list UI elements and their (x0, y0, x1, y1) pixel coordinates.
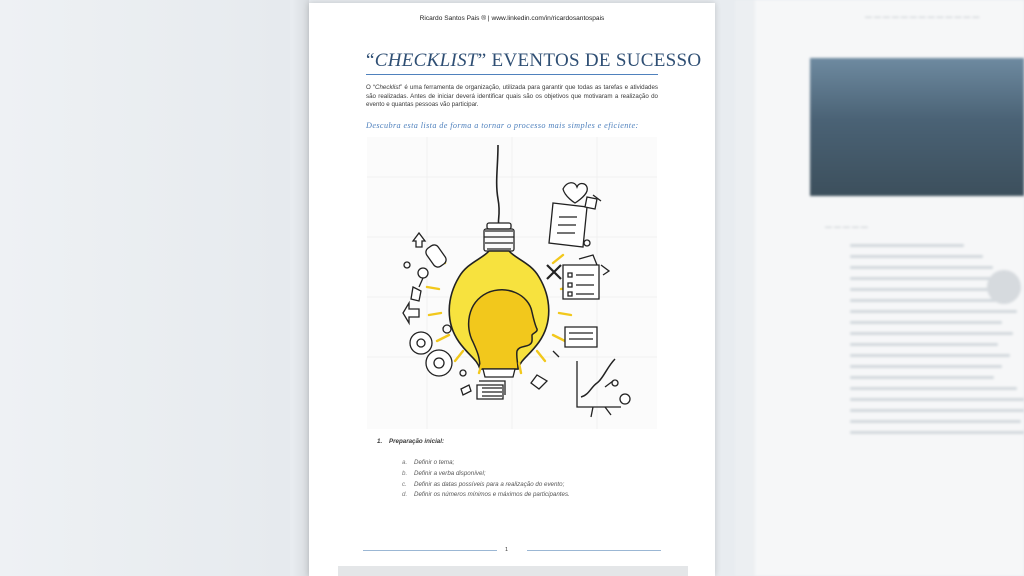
list-item (402, 480, 662, 491)
viewer-background-left (0, 0, 290, 576)
list-item (402, 458, 662, 469)
next-page-edge (338, 566, 688, 576)
section-title: Preparação inicial: (389, 438, 445, 445)
ghost-header: — — — — — — — — — — — — — (865, 14, 980, 21)
page-title (366, 50, 702, 72)
footer-rule-right (527, 550, 661, 551)
checklist-items (402, 458, 662, 501)
section-number: 1. (377, 438, 383, 445)
list-item-text: Definir o tema; (414, 459, 455, 466)
section-heading (377, 438, 444, 445)
page-header: Ricardo Santos Pais ® | www.linkedin.com/in/ricardosantospais (419, 15, 605, 22)
ghost-page (755, 0, 1024, 576)
page-number: 1 (505, 547, 509, 553)
intro-paragraph (366, 84, 658, 110)
title-rest: EVENTOS DE SUCESSO (486, 50, 702, 71)
page-shadow (292, 0, 309, 576)
list-item (402, 469, 662, 480)
list-item-mark: b. (402, 469, 408, 477)
blurred-next-page (735, 0, 1024, 576)
list-item-mark: d. (402, 491, 408, 499)
document-page (309, 3, 715, 576)
lightbulb-head-illustration (367, 137, 657, 429)
list-item-text: Definir as datas possíveis para a realização do evento; (414, 480, 565, 488)
ghost-photo (810, 58, 1024, 196)
list-item (402, 490, 662, 501)
intro-part-2: ” é uma ferramenta de organização, utilizada para garantir que todas as tarefas e atividades são realizadas. Antes de iniciar deverá identificar quais são os objetivos que motivaram a realização do evento e quantas pessoas vão participar. (366, 84, 659, 109)
list-item-mark: c. (402, 480, 407, 488)
ghost-cursor-circle (987, 270, 1021, 304)
intro-checklist-word: Checklist (375, 84, 401, 91)
intro-part-1: O “ (366, 84, 376, 91)
list-item-text: Definir os números mínimos e máximos de participantes. (414, 491, 570, 499)
title-close-quote: ” (477, 50, 487, 71)
title-open-quote: “ (366, 50, 375, 71)
list-item-text: Definir a verba disponível; (414, 469, 486, 477)
footer-rule-left (363, 550, 497, 551)
list-item-mark: a. (402, 459, 408, 466)
lead-sentence: Descubra esta lista de forma a tornar o processo mais simples e eficiente: (366, 121, 639, 130)
title-underline (366, 74, 658, 75)
title-checklist-word: CHECKLIST (374, 50, 478, 71)
ghost-title: — — — — — (825, 224, 868, 231)
